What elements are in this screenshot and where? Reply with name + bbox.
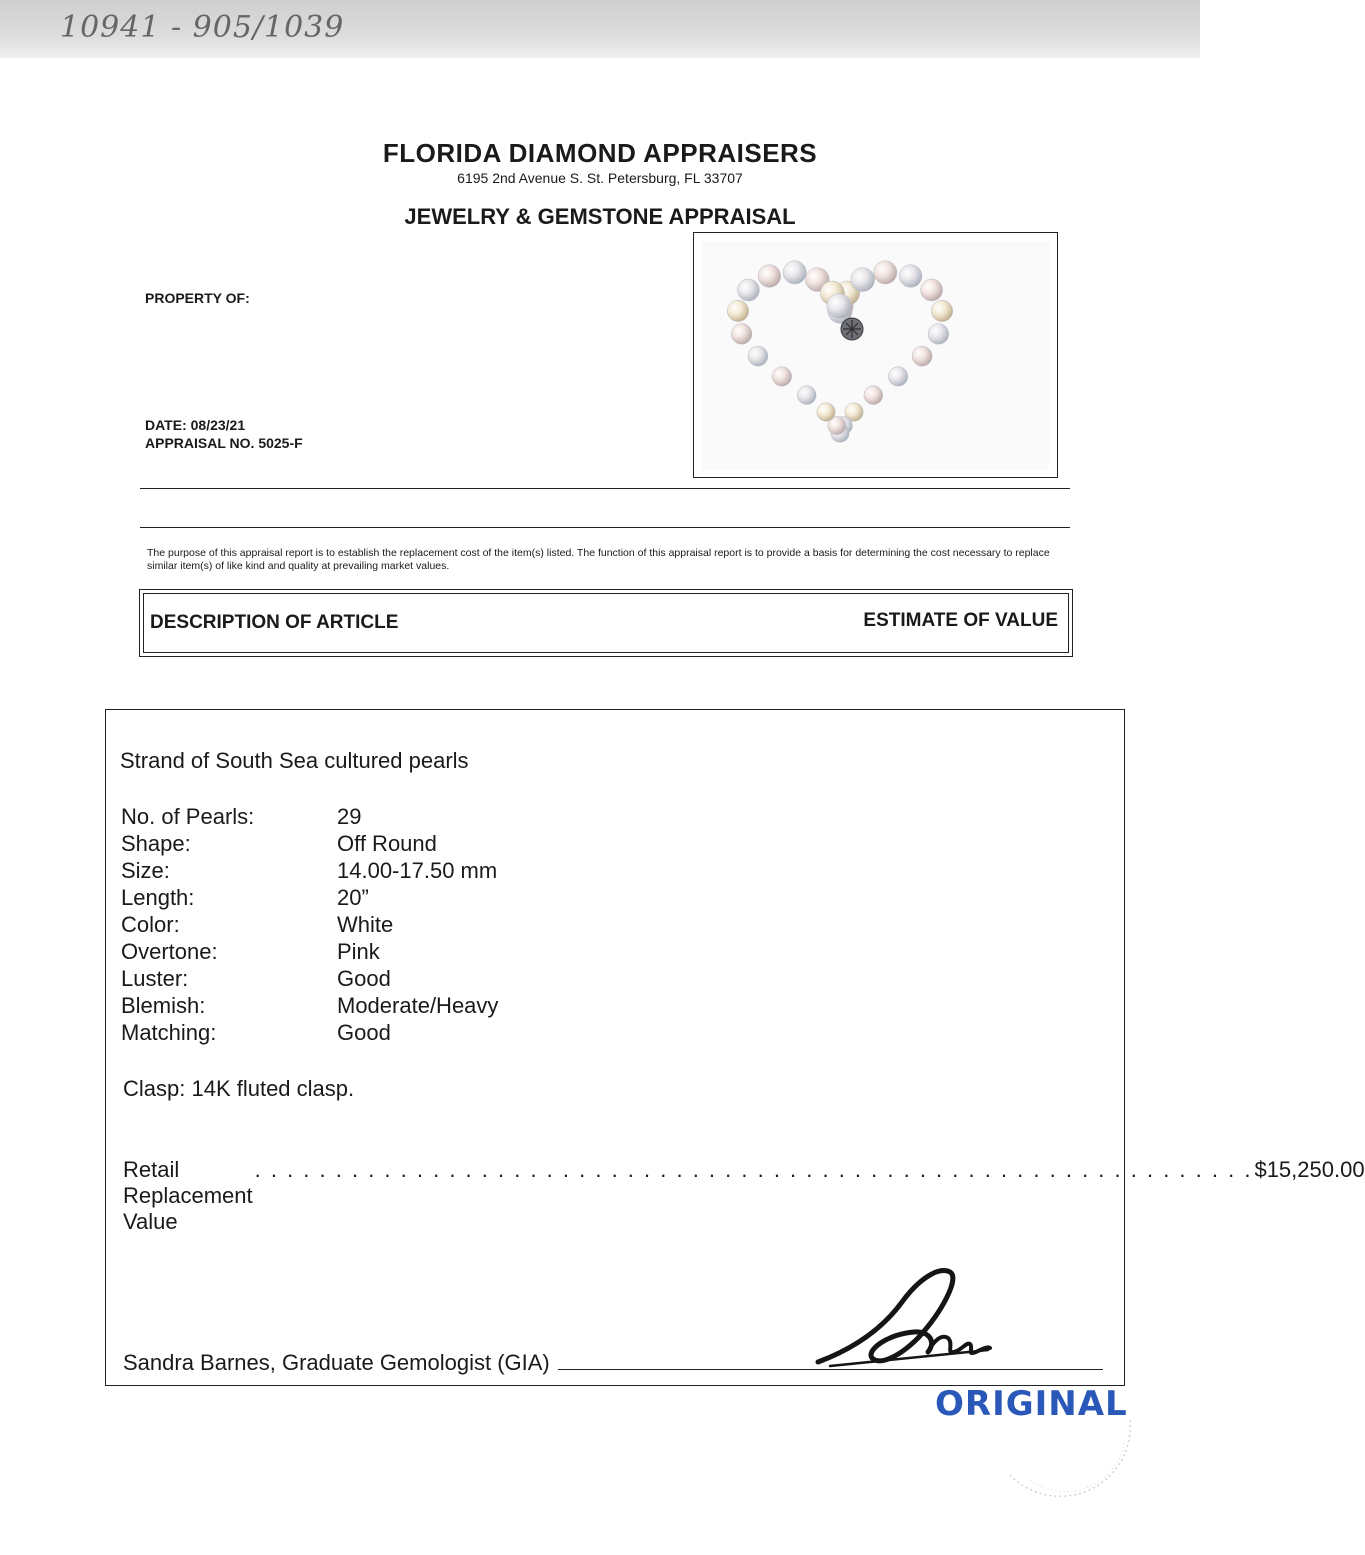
retail-value-line	[123, 1157, 1365, 1235]
spec-label: No. of Pearls:	[121, 804, 255, 829]
divider-rule-2	[140, 527, 1070, 528]
pearl-icon	[772, 367, 791, 386]
appraisal-number-label: APPRAISAL NO.	[145, 435, 255, 451]
spec-label: Shape:	[121, 831, 191, 856]
pearl-icon	[888, 367, 907, 386]
retail-value-label: Retail Replacement Value	[123, 1157, 253, 1234]
estimate-header: ESTIMATE OF VALUE	[863, 610, 1058, 631]
spec-value: 20”	[337, 885, 369, 910]
pearl-icon	[921, 279, 943, 301]
appraisal-number-value: 5025-F	[258, 435, 303, 451]
handwritten-note: 10941 - 905/1039	[60, 10, 345, 45]
pearl-icon	[731, 324, 752, 345]
pearl-icon	[864, 386, 883, 405]
pearl-icon	[827, 294, 851, 318]
spec-value: Good	[337, 966, 391, 991]
pearl-icon	[899, 265, 922, 288]
appraiser-name: Sandra Barnes, Graduate Gemologist (GIA)	[123, 1350, 550, 1375]
pearl-icon	[748, 346, 768, 366]
date-row	[145, 417, 245, 433]
spec-value: 29	[337, 804, 362, 829]
document-title: JEWELRY & GEMSTONE APPRAISAL	[404, 204, 796, 229]
spec-value: Off Round	[337, 831, 437, 856]
column-header-box	[139, 589, 1073, 657]
pearl-icon	[737, 279, 759, 301]
article-title: Strand of South Sea cultured pearls	[120, 748, 469, 773]
pearl-necklace-photo	[702, 241, 1049, 469]
spec-label: Length:	[121, 885, 195, 910]
pearl-icon	[931, 300, 952, 321]
description-header: DESCRIPTION OF ARTICLE	[150, 612, 399, 633]
pearl-icon	[851, 268, 875, 292]
date-value: 08/23/21	[190, 417, 246, 433]
spec-label: Matching:	[121, 1020, 217, 1045]
pearl-icon	[817, 403, 835, 421]
spec-label: Luster:	[121, 966, 189, 991]
spec-label: Size:	[121, 858, 170, 883]
date-label: DATE:	[145, 417, 187, 433]
spec-label: Blemish:	[121, 993, 206, 1018]
spec-value: Pink	[337, 939, 380, 964]
company-address: 6195 2nd Avenue S. St. Petersburg, FL 33707	[457, 170, 743, 186]
spec-value: 14.00-17.50 mm	[337, 858, 498, 883]
handwritten-signature	[810, 1262, 1010, 1377]
pearl-icon	[783, 261, 806, 284]
spec-value: Moderate/Heavy	[337, 993, 499, 1018]
pearl-icon	[727, 300, 748, 321]
spec-label: Color:	[121, 912, 180, 937]
pearl-icon	[797, 386, 816, 405]
column-header-inner	[143, 593, 1069, 653]
purpose-statement: The purpose of this appraisal report is to establish the replacement cost of the item(s) listed. The function of this appraisal report is to provide a basis for determining the cost necessary to replace similar item(s) of like kind and quality at prevailing market values.	[147, 547, 1050, 572]
original-stamp: ORIGINAL	[935, 1384, 1128, 1424]
pearl-heart-image	[702, 241, 1049, 469]
spec-value: Good	[337, 1020, 391, 1045]
property-of-label: PROPERTY OF:	[145, 290, 250, 306]
item-photo-frame	[693, 232, 1058, 478]
retail-value-amount: $15,250.00	[1254, 1157, 1365, 1182]
embossed-seal	[990, 1380, 1140, 1490]
clasp-description: Clasp: 14K fluted clasp.	[123, 1076, 355, 1101]
leader-dots: . . . . . . . . . . . . . . . . . . . . . . . . . . . . . . . . . . . . . . . . . . . . . . . . . . . . . . . . . . . . . .	[254, 1157, 1253, 1182]
spec-label: Overtone:	[121, 939, 218, 964]
appraisal-number-row	[145, 435, 303, 451]
pearl-icon	[912, 346, 932, 366]
spec-value: White	[337, 912, 394, 937]
pearl-icon	[758, 265, 781, 288]
divider-rule-1	[140, 488, 1070, 489]
company-name: FLORIDA DIAMOND APPRAISERS	[382, 138, 818, 168]
pearl-icon	[874, 261, 897, 284]
pearl-icon	[928, 324, 949, 345]
